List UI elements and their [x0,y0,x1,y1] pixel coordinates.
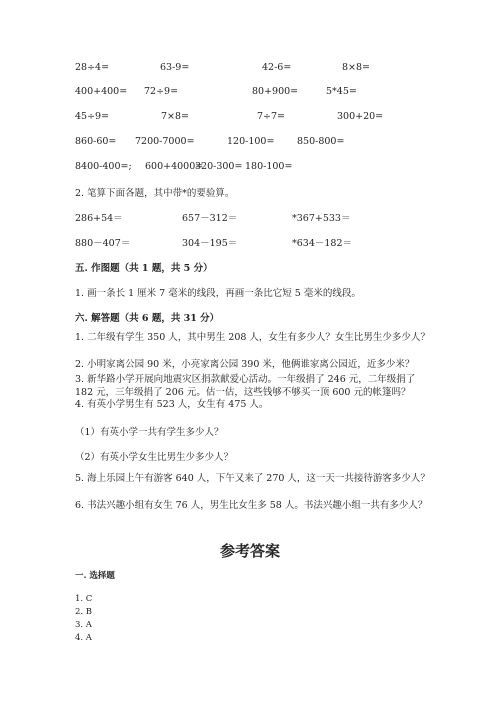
answer-item: 3. A [75,620,92,630]
oral-item: 400+400= [75,86,128,97]
oral-item: 28÷4= [75,62,110,73]
oral-item: 63-9= [160,62,190,73]
written-item: *367+533＝ [292,213,351,224]
oral-item: 120-100= [227,136,275,147]
section-6-q5: 5. 海上乐园上午有游客 640 人，下午又来了 270 人，这一天一共接待游客多少人？ [75,473,430,484]
oral-item: 180-100= [245,161,293,172]
oral-item: 860-60= [75,136,117,147]
oral-item: 42-6= [262,62,292,73]
oral-item: 7×8= [161,111,190,122]
written-item: *634－182＝ [292,238,353,249]
oral-item: 80+900= [252,86,299,97]
section-6-q3: 3. 新华路小学开展向地震灾区捐款献爱心活动。一年级捐了 246 元，二年级捐了 182 元，三年级捐了 206 元。估一估，这些钱够不够买一顶 600 元的帐篷吗？ [75,374,416,398]
oral-item: 320-300= [195,161,243,172]
answer-item: 1. C [75,594,93,604]
written-item: 657－312＝ [182,213,238,224]
section-6-q2: 2. 小明家离公园 90 米，小亮家离公园 390 米，他俩谁家离公园近，近多少米？ [75,359,415,370]
section-6-q4-sub1: （1）有英小学一共有学生多少人？ [75,427,224,438]
oral-item: 8400-400=; [75,161,132,172]
answers-title: 参考答案 [219,542,280,560]
section-6-q4: 4. 有英小学男生有 523 人，女生有 475 人。 [75,399,269,410]
oral-item: 7÷7= [257,111,286,122]
section-6-heading: 六. 解答题（共 6 题，共 31 分） [75,313,220,324]
oral-item: 5*45= [326,86,357,97]
section-6-q4-sub2: （2）有英小学女生比男生少多少人？ [75,452,234,463]
section-5-q1: 1. 画一条长 1 厘米 7 毫米的线段，再画一条比它短 5 毫米的线段。 [75,288,361,299]
answer-item: 4. A [75,633,92,643]
oral-item: 600+4000= [145,161,204,172]
oral-item: 45÷9= [75,111,110,122]
answers-section-1-heading: 一. 选择题 [75,571,115,581]
section-6-q1: 1. 二年级有学生 350 人，其中男生 208 人，女生有多少人？女生比男生少多少人？ [75,332,430,343]
written-item: 286+54＝ [75,213,123,224]
section-6-q6: 6. 书法兴趣小组有女生 76 人，男生比女生多 58 人。书法兴趣小组一共有多少人？ [75,500,428,511]
written-item: 304－195＝ [182,238,238,249]
oral-item: 850-800= [297,136,345,147]
written-item: 880－407＝ [75,238,131,249]
oral-item: 7200-7000= [135,136,195,147]
section-5-heading: 五. 作图题（共 1 题，共 5 分） [75,263,213,274]
oral-item: 8×8= [342,62,371,73]
oral-item: 72÷9= [144,86,179,97]
oral-item: 300+20= [337,111,384,122]
question-2-title: 2. 笔算下面各题，其中带*的要验算。 [75,188,235,199]
answer-item: 2. B [75,607,93,617]
